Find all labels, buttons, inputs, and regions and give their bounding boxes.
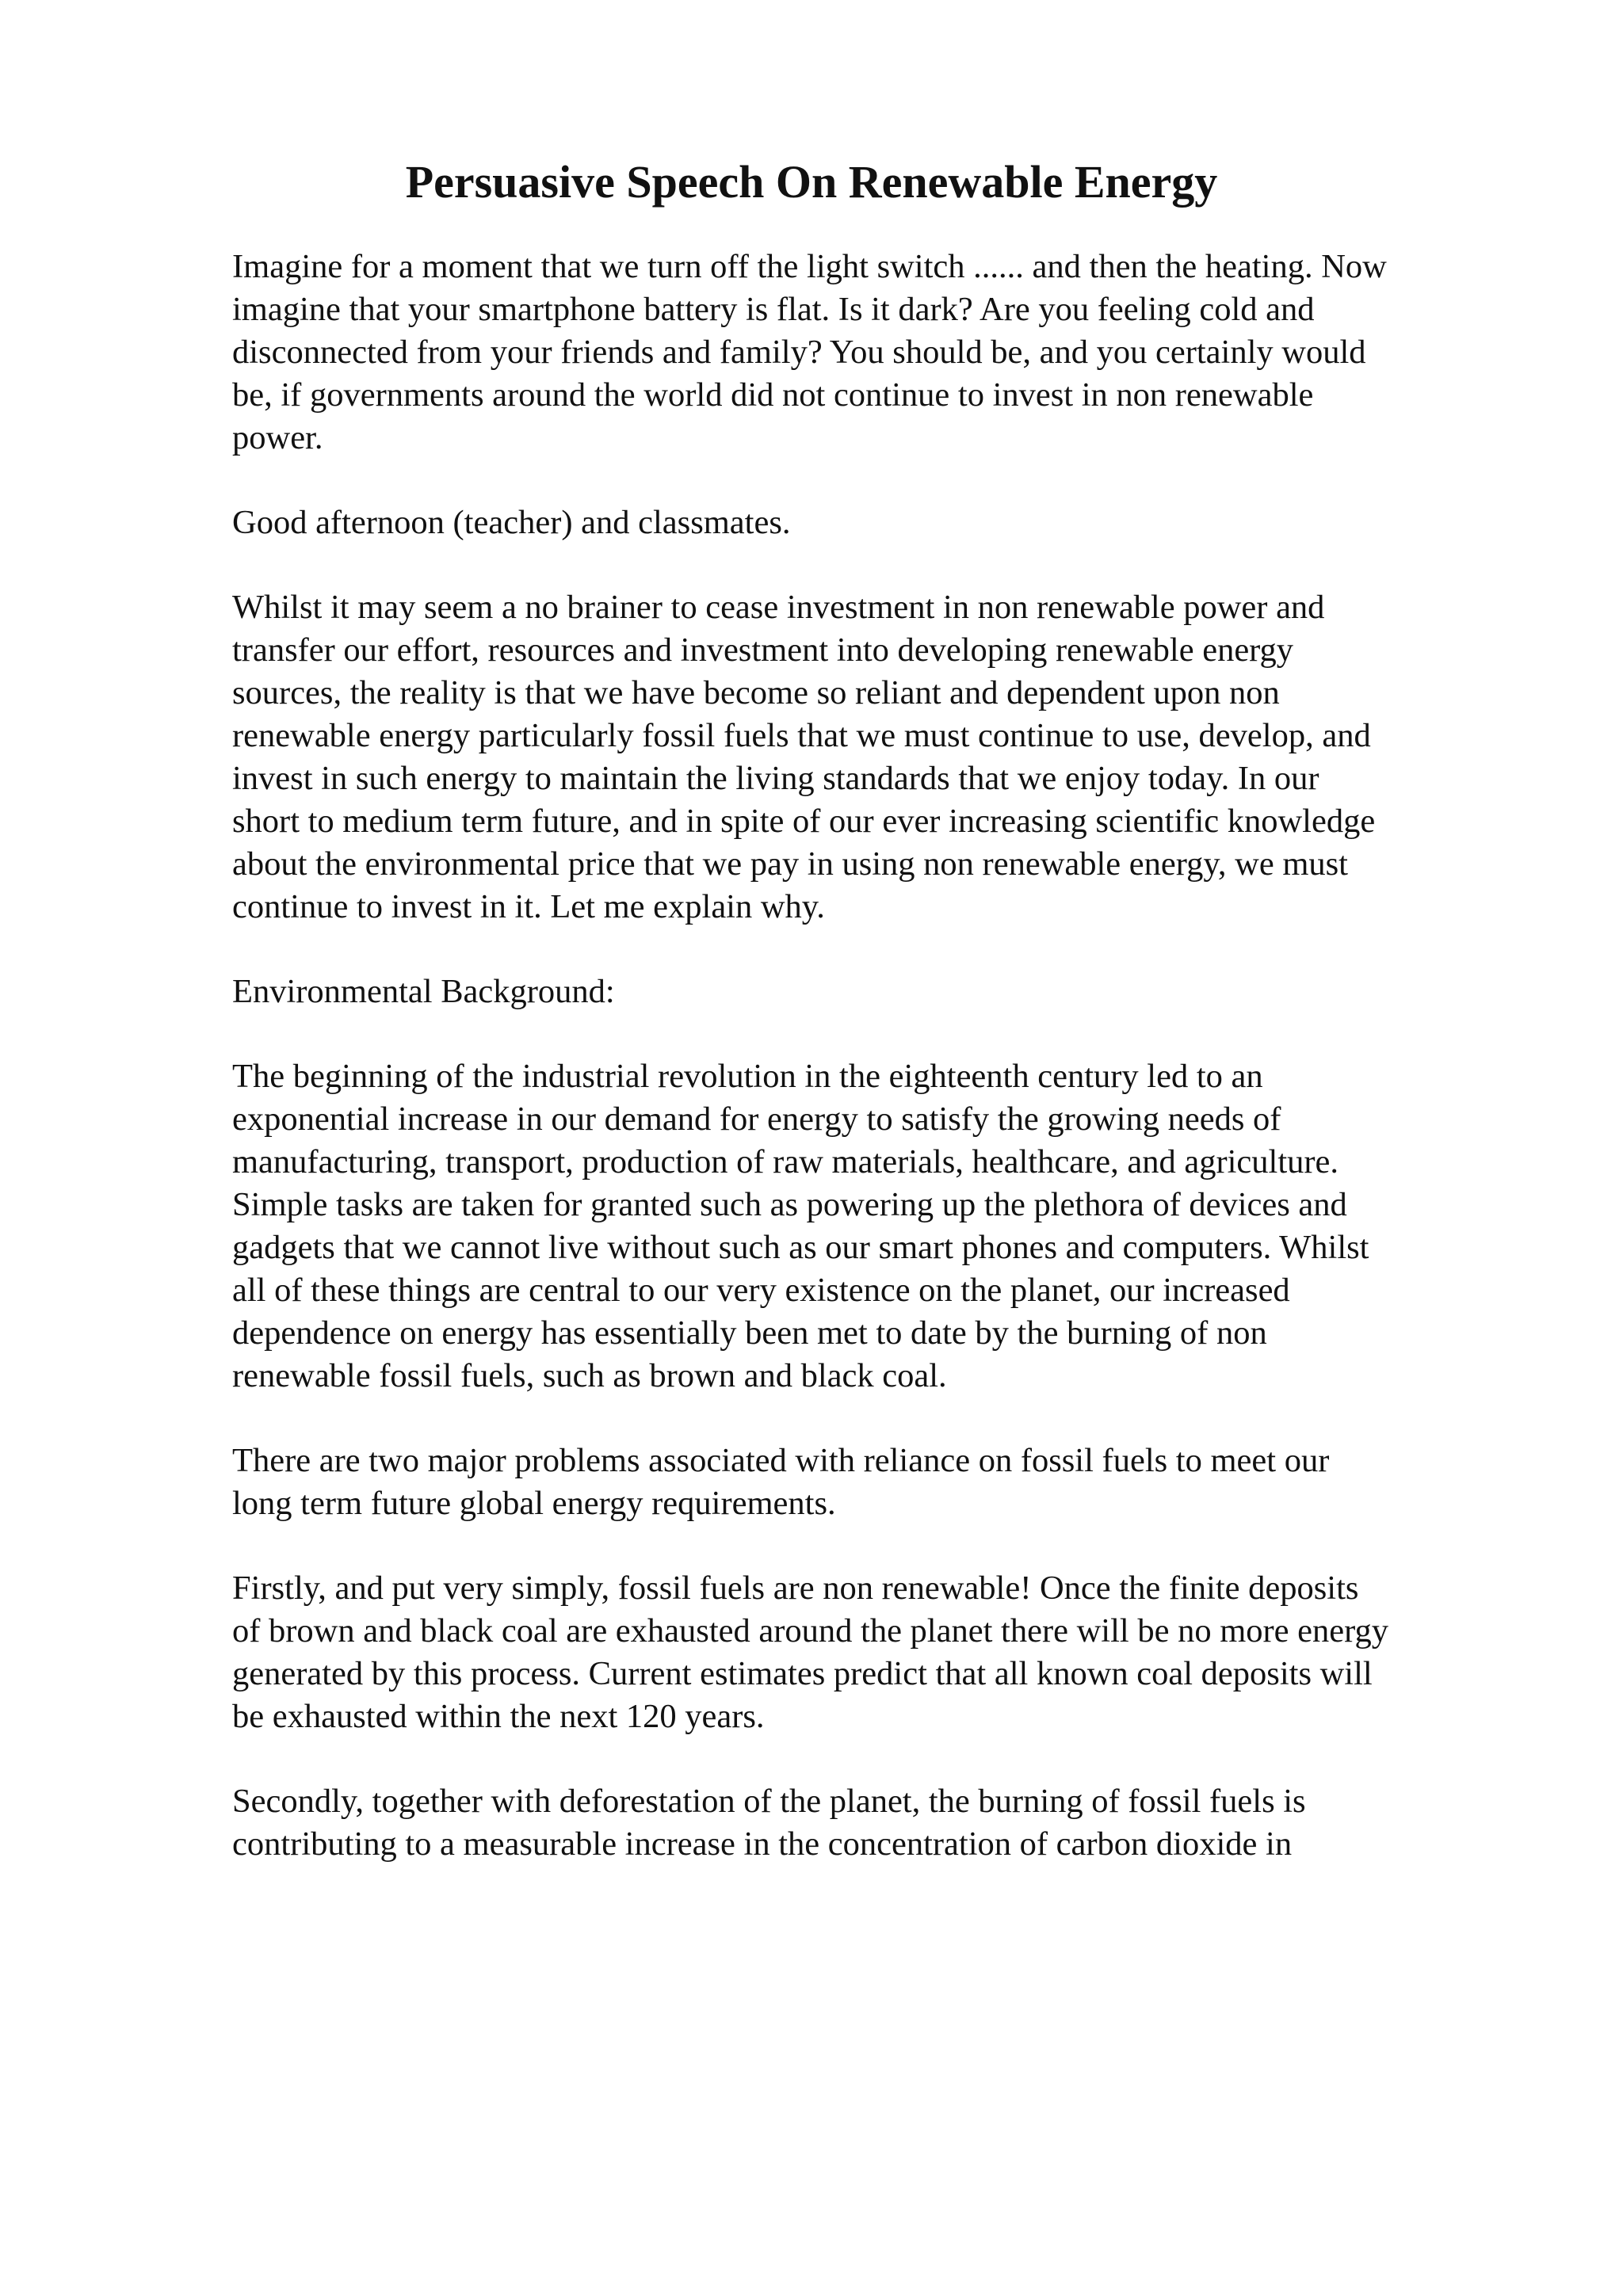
paragraph-greeting: Good afternoon (teacher) and classmates. xyxy=(232,504,791,541)
paragraph-two-problems: There are two major problems associated with reliance on fossil fuels to meet our long term future global energy requirements. xyxy=(232,1442,1330,1522)
paragraph-firstly: Firstly, and put very simply, fossil fuels are non renewable! Once the finite deposits of brown and black coal are exhausted around the planet there will be no more energy generated by this process. Current estimates predict that all known coal deposits will be exhausted within the next 120 years. xyxy=(232,1569,1389,1735)
document-title: Persuasive Speech On Renewable Energy xyxy=(405,156,1218,208)
paragraph-secondly: Secondly, together with deforestation of the planet, the burning of fossil fuels is contributing to a measurable increase in the concentration of carbon dioxide in xyxy=(232,1783,1306,1863)
section-heading-environmental-background: Environmental Background: xyxy=(232,973,615,1010)
paragraph-intro: Imagine for a moment that we turn off the light switch ...... and then the heating. Now imagine that your smartphone battery is flat. Is it dark? Are you feeling cold and disconnected from your friends and family? You should be, and you certainly would be, if governments around the world did not continue to invest in non renewable power. xyxy=(232,248,1387,456)
paragraph-argument: Whilst it may seem a no brainer to cease investment in non renewable power and transfer our effort, resources and investment into developing renewable energy sources, the reality is that we have become so reliant and dependent upon non renewable energy particularly fossil fuels that we must continue to use, develop, and invest in such energy to maintain the living standards that we enjoy today. In our short to medium term future, and in spite of our ever increasing scientific knowledge about the environmental price that we pay in using non renewable energy, we must continue to invest in it. Let me explain why. xyxy=(232,589,1376,925)
paragraph-industrial-revolution: The beginning of the industrial revolution in the eighteenth century led to an exponential increase in our demand for energy to satisfy the growing needs of manufacturing, transport, production of raw materials, healthcare, and agriculture. Simple tasks are taken for granted such as powering up the plethora of devices and gadgets that we cannot live without such as our smart phones and computers. Whilst all of these things are central to our very existence on the planet, our increased dependence on energy has essentially been met to date by the burning of non renewable fossil fuels, such as brown and black coal. xyxy=(232,1058,1369,1394)
document-body xyxy=(232,246,1516,1908)
